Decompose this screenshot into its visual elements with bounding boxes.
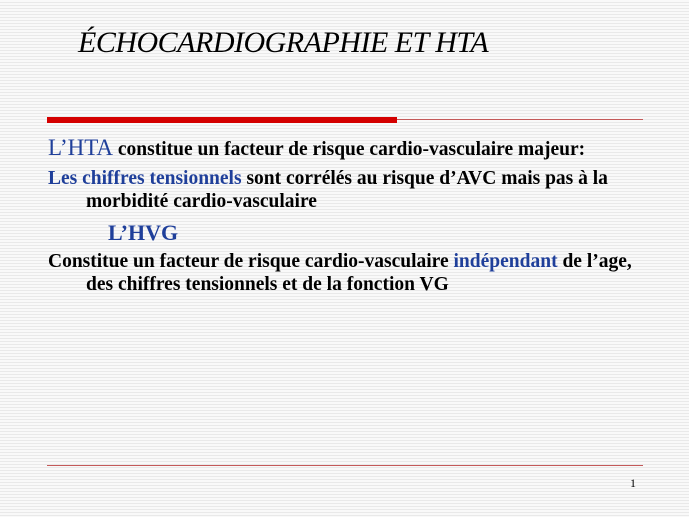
top-accent-bar [47, 117, 397, 123]
paragraph-hta-text: constitue un facteur de risque cardio-vasculaire majeur: [113, 139, 586, 160]
page-number: 1 [630, 476, 636, 490]
heading-hvg: L’HVG [108, 220, 179, 245]
paragraph-chiffres-lead: Les chiffres tensionnels [48, 168, 242, 189]
bottom-divider-line [47, 465, 643, 466]
paragraph-hvg-highlight: indépendant [453, 251, 558, 272]
paragraph-hta [48, 136, 648, 161]
paragraph-hvg-text-1: Constitue un facteur de risque cardio-vasculaire [48, 251, 454, 272]
slide-content [48, 136, 648, 296]
paragraph-chiffres-text: sont corrélés au risque d’AVC mais pas à la morbidité cardio-vasculaire [86, 168, 608, 212]
slide-title: ÉCHOCARDIOGRAPHIE ET HTA [78, 26, 489, 59]
paragraph-chiffres [48, 167, 648, 213]
paragraph-hta-lead: L’HTA [48, 135, 114, 160]
paragraph-hvg-text-2: de l’age, des chiffres tensionnels et de la fonction VG [86, 251, 632, 295]
paragraph-hvg [48, 250, 648, 296]
